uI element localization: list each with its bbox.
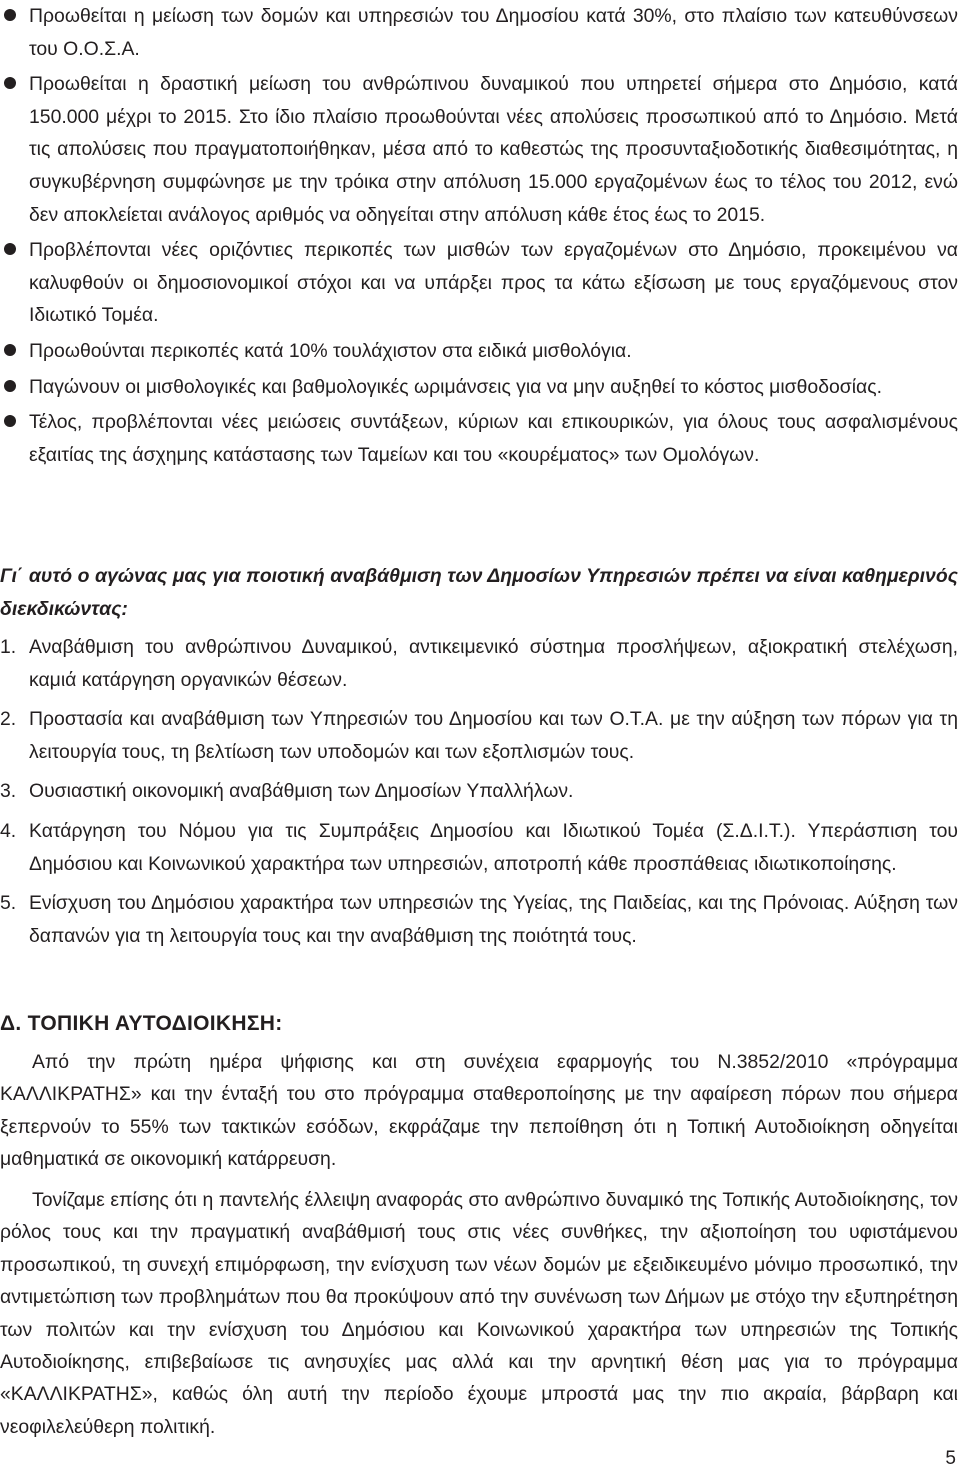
numbered-item	[0, 775, 958, 808]
item-number: 1.	[0, 636, 17, 658]
item-text: Αναβάθμιση του ανθρώπινου Δυναμικού, αντικειμενικό σύστημα προσλήψεων, αξιοκρατική στελέχωση, καμιά κατάργηση οργανικών θέσεων.	[29, 636, 958, 691]
bullet-dot-icon	[4, 243, 16, 255]
bullet-item	[0, 0, 958, 65]
numbered-item	[0, 631, 958, 696]
bullet-item	[0, 406, 958, 471]
section-title: Δ. ΤΟΠΙΚΗ ΑΥΤΟΔΙΟΙΚΗΣΗ:	[0, 1012, 283, 1035]
numbered-item	[0, 887, 958, 952]
body-paragraph: Από την πρώτη ημέρα ψήφισης και στη συνέχεια εφαρμογής του Ν.3852/2010 «πρόγραμμα ΚΑΛΛΙΚΡΑΤΗΣ» και την ένταξή του στο πρόγραμμα σταθεροποίησης με την αφαίρεση πόρων που σήμερα ξεπερνούν το 55% των τακτικών εσόδων, εκφράζαμε την πεποίθηση ότι η Τοπική Αυτοδιοίκηση οδηγείται μαθηματικά σε οικονομική κατάρρευση.	[0, 1051, 958, 1171]
bullet-text: Προωθείται η δραστική μείωση του ανθρώπινου δυναμικού που υπηρετεί σήμερα στο Δημόσιο, κατά 150.000 μέχρι το 2015. Στο ίδιο πλαίσιο προωθούνται νέες απολύσεις προσωπικού από το Δημόσιο. Μετά τις απολύσεις που πραγματοποιήθηκαν, μέσα από το καθεστώς της προσυνταξιοδοτικής διαθεσιμότητας, η συγκυβέρνηση συμφώνησε με την τρόικα στην απόλυση 15.000 εργαζομένων έως το τέλος του 2012, ενώ δεν αποκλείεται ανάλογος αριθμός να οδηγείται στην απόλυση κάθε έτος έως το 2015.	[29, 73, 958, 226]
item-text: Προστασία και αναβάθμιση των Υπηρεσιών του Δημοσίου και των Ο.Τ.Α. με την αύξηση των πόρων για τη λειτουργία τους, τη βελτίωση των υποδομών και των εξοπλισμών τους.	[29, 708, 958, 763]
numbered-item	[0, 815, 958, 880]
bullet-dot-icon	[4, 77, 16, 89]
item-number: 3.	[0, 780, 17, 803]
bullet-text: Παγώνουν οι μισθολογικές και βαθμολογικές ωριμάνσεις για να μην αυξηθεί το κόστος μισθοδοσίας.	[29, 375, 882, 398]
bullet-item	[0, 234, 958, 332]
bullet-item	[0, 335, 958, 368]
bullet-item	[0, 68, 958, 231]
page-number: 5	[945, 1448, 956, 1469]
bullet-text: Προωθούνται περικοπές κατά 10% τουλάχιστον στα ειδικά μισθολόγια.	[29, 339, 632, 362]
bullet-dot-icon	[4, 344, 16, 356]
item-text: Κατάργηση του Νόμου για τις Συμπράξεις Δημοσίου και Ιδιωτικού Τομέα (Σ.Δ.Ι.Τ.). Υπεράσπιση του Δημόσιου και Κοινωνικού χαρακτήρα των υπηρεσιών, αποτροπή κάθε προσπάθειας ιδιωτικοποίησης.	[29, 819, 958, 875]
item-number: 5.	[0, 892, 17, 915]
numbered-item	[0, 703, 958, 768]
bullet-text: Προβλέπονται νέες οριζόντιες περικοπές των μισθών των εργαζομένων στο Δημόσιο, προκειμένου να καλυφθούν οι δημοσιονομικοί στόχοι και να υπάρξει προς τα κάτω εξίσωση με τους εργαζόμενους στον Ιδιωτικό Τομέα.	[29, 239, 958, 327]
bullet-dot-icon	[4, 380, 16, 392]
item-text: Ενίσχυση του Δημόσιου χαρακτήρα των υπηρεσιών της Υγείας, της Παιδείας, και της Πρόνοιας. Αύξηση των δαπανών για τη λειτουργία τους και την αναβάθμιση της ποιότητά τους.	[29, 892, 958, 947]
bullet-text: Τέλος, προβλέπονται νέες μειώσεις συντάξεων, κύριων και επικουρικών, για όλους τους ασφαλισμένους εξαιτίας της άσχημης κατάστασης των Ταμείων και του «κουρέματος» των Ομολόγων.	[29, 411, 958, 466]
bullet-dot-icon	[4, 415, 16, 427]
bullet-dot-icon	[4, 9, 16, 21]
item-text: Ουσιαστική οικονομική αναβάθμιση των Δημοσίων Υπαλλήλων.	[29, 780, 574, 803]
item-number: 2.	[0, 708, 17, 731]
bullet-item	[0, 371, 958, 404]
bullet-list	[0, 0, 958, 474]
body-paragraph: Τονίζαμε επίσης ότι η παντελής έλλειψη αναφοράς στο ανθρώπινο δυναμικό της Τοπικής Αυτοδιοίκησης, τον ρόλος τους και την πραγματική αναβάθμισή τους στις νέες συνθήκες, την αξιοποίηση του υφιστάμενου προσωπικού, τη συνεχή επιμόρφωση, την ενίσχυση των νέων δομών με εξειδικευμένο μόνιμο προσωπικό, την αντιμετώπιση των προβλημάτων που θα προκύψουν από την συνένωση των Δήμων με στόχο την εξυπηρέτηση των πολιτών και την ενίσχυση του Δημόσιου και Κοινωνικού χαρακτήρα των υπηρεσιών της Τοπικής Αυτοδιοίκησης, επιβεβαίωσε τις ανησυχίες μας αλλά και την αρνητική θέση μας για το πρόγραμμα «ΚΑΛΛΙΚΡΑΤΗΣ», καθώς όλη αυτή την περίοδο έχουμε μπροστά μας την πιο ακραία, βάρβαρη και νεοφιλελεύθερη πολιτική.	[0, 1189, 958, 1438]
bullet-text: Προωθείται η μείωση των δομών και υπηρεσιών του Δημοσίου κατά 30%, στο πλαίσιο των κατευθύνσεων του Ο.Ο.Σ.Α.	[29, 5, 958, 60]
emphasis-heading: Γι΄ αυτό ο αγώνας μας για ποιοτική αναβάθμιση των Δημοσίων Υπηρεσιών πρέπει να είναι καθημερινός διεκδικώντας:	[0, 565, 958, 620]
numbered-list	[0, 631, 958, 959]
item-number: 4.	[0, 819, 17, 842]
